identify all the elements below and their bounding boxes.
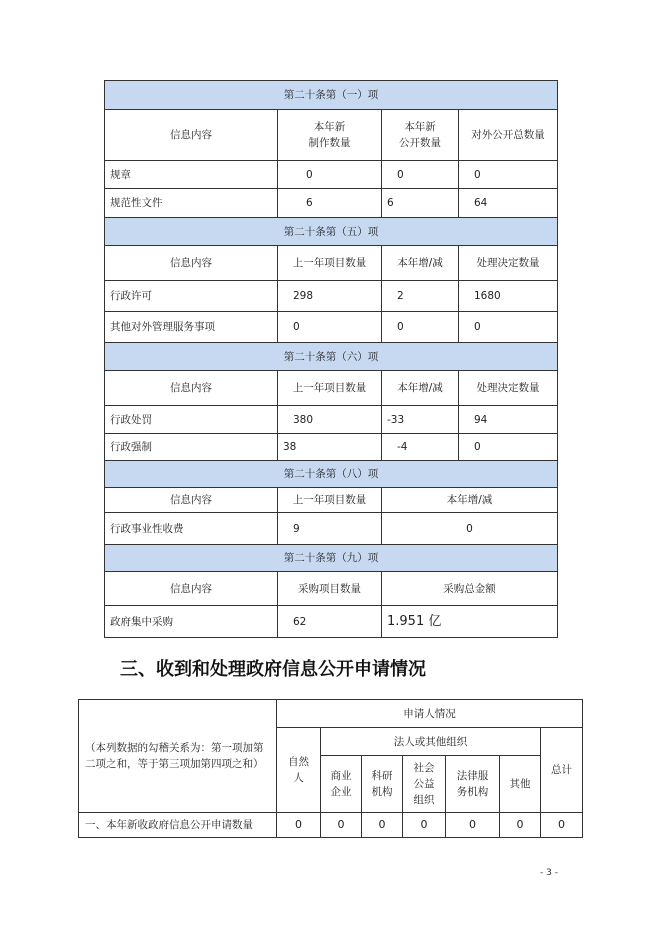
header-cell: 本年增/减: [382, 371, 459, 406]
total-header: 总计: [541, 728, 583, 813]
value-cell: 64: [459, 189, 558, 218]
row-label: 行政强制: [105, 434, 278, 461]
legal-entity-header: 法人或其他组织: [321, 728, 541, 756]
header-cell: 本年新 制作数量: [278, 110, 382, 161]
value-cell: 2: [382, 281, 459, 312]
application-table: [78, 699, 583, 838]
sub-header: 社会 公益 组织: [403, 756, 446, 813]
row-label: 行政许可: [105, 281, 278, 312]
header-cell: 上一年项目数量: [278, 371, 382, 406]
value-cell: 0: [382, 513, 558, 545]
value-cell: 0: [277, 813, 321, 838]
value-cell: -4: [382, 434, 459, 461]
value-cell: 9: [278, 513, 382, 545]
value-cell: 0: [541, 813, 583, 838]
value-cell: 0: [278, 161, 382, 189]
value-cell: 0: [362, 813, 403, 838]
header-cell: 对外公开总数量: [459, 110, 558, 161]
row-label: 政府集中采购: [105, 606, 278, 638]
sub-header: 其他: [500, 756, 541, 813]
value-cell: 6: [278, 189, 382, 218]
value-cell: 298: [278, 281, 382, 312]
value-cell: 38: [278, 434, 382, 461]
value-cell: 0: [403, 813, 446, 838]
value-cell: 0: [278, 312, 382, 343]
section-title: 第二十条第（一）项: [105, 81, 558, 110]
row-label: 规章: [105, 161, 278, 189]
disclosure-table: [104, 80, 558, 638]
header-cell: 上一年项目数量: [278, 246, 382, 281]
header-cell: 信息内容: [105, 246, 278, 281]
value-cell: 1680: [459, 281, 558, 312]
value-cell: 0: [459, 312, 558, 343]
row-label: 规范性文件: [105, 189, 278, 218]
value-cell: 0: [459, 161, 558, 189]
row-label: 一、本年新收政府信息公开申请数量: [79, 813, 277, 838]
value-cell: 0: [500, 813, 541, 838]
header-cell: 采购项目数量: [278, 572, 382, 606]
section-heading: 三、收到和处理政府信息公开申请情况: [120, 659, 426, 680]
row-label: 行政事业性收费: [105, 513, 278, 545]
section-title: 第二十条第（五）项: [105, 218, 558, 246]
header-cell: 处理决定数量: [459, 246, 558, 281]
section-title: 第二十条第（八）项: [105, 461, 558, 488]
value-cell: 0: [382, 312, 459, 343]
sub-header: 商业 企业: [321, 756, 362, 813]
page-number: - 3 -: [540, 868, 558, 878]
value-cell: 94: [459, 406, 558, 434]
note-cell: （本列数据的勾稽关系为：第一项加第二项之和，等于第三项加第四项之和）: [79, 700, 277, 813]
value-cell: -33: [382, 406, 459, 434]
value-cell: 1.951 亿: [382, 606, 558, 638]
header-cell: 信息内容: [105, 488, 278, 513]
natural-person-header: 自然 人: [277, 728, 321, 813]
value-cell: 62: [278, 606, 382, 638]
value-cell: 0: [459, 434, 558, 461]
value-cell: 380: [278, 406, 382, 434]
value-cell: 0: [382, 161, 459, 189]
sub-header: 法律服 务机构: [446, 756, 500, 813]
section-title: 第二十条第（九）项: [105, 545, 558, 572]
header-cell: 本年新 公开数量: [382, 110, 459, 161]
header-cell: 本年增/减: [382, 488, 558, 513]
header-cell: 信息内容: [105, 371, 278, 406]
value-cell: 0: [446, 813, 500, 838]
header-cell: 上一年项目数量: [278, 488, 382, 513]
section-title: 第二十条第（六）项: [105, 343, 558, 371]
header-cell: 信息内容: [105, 572, 278, 606]
header-cell: 本年增/减: [382, 246, 459, 281]
header-cell: 采购总金额: [382, 572, 558, 606]
sub-header: 科研 机构: [362, 756, 403, 813]
row-label: 其他对外管理服务事项: [105, 312, 278, 343]
applicant-header: 申请人情况: [277, 700, 583, 728]
row-label: 行政处罚: [105, 406, 278, 434]
header-cell: 信息内容: [105, 110, 278, 161]
value-cell: 0: [321, 813, 362, 838]
header-cell: 处理决定数量: [459, 371, 558, 406]
value-cell: 6: [382, 189, 459, 218]
